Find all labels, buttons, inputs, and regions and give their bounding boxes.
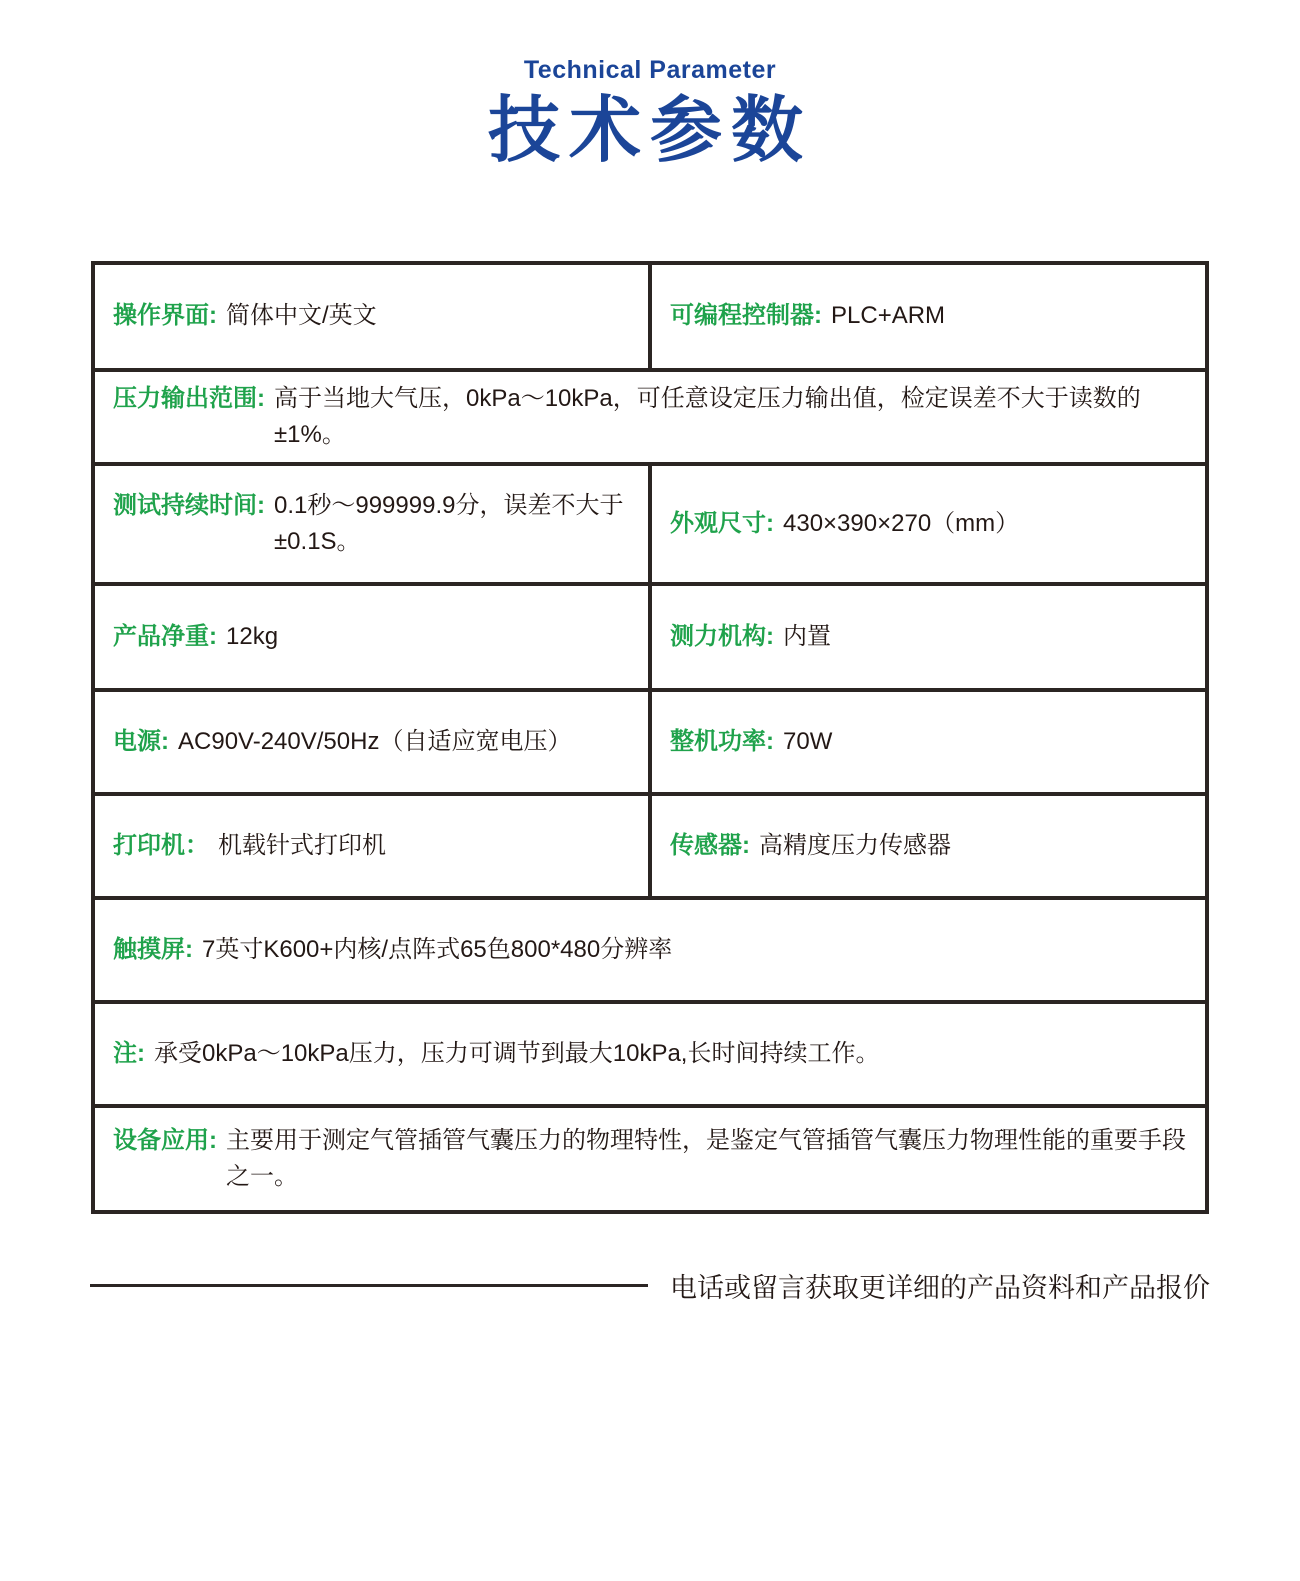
spec-cell-pressure-output-range — [95, 372, 1205, 462]
spec-label-pressure-output-range: 压力输出范围: — [113, 384, 265, 412]
spec-cell-content — [113, 1036, 1187, 1072]
spec-value-application: 主要用于测定气管插管气囊压力的物理特性，是鉴定气管插管气囊压力物理性能的重要手段之一。 — [226, 1126, 1186, 1190]
spec-value-pressure-output-range: 高于当地大气压，0kPa～10kPa，可任意设定压力输出值，检定误差不大于读数的±1%。 — [274, 384, 1141, 448]
spec-label-note: 注: — [113, 1039, 145, 1067]
spec-cell-content — [113, 381, 1187, 453]
spec-cell-application — [95, 1108, 1205, 1210]
spec-cell-touchscreen — [95, 900, 1205, 1000]
spec-cell-content — [670, 298, 1187, 334]
spec-label-application: 设备应用: — [113, 1126, 217, 1154]
spec-cell-content — [113, 619, 630, 655]
spec-value-operation-interface: 简体中文/英文 — [226, 302, 377, 330]
spec-label-operation-interface: 操作界面: — [113, 302, 217, 330]
spec-cell-operation-interface — [95, 265, 648, 368]
spec-cell-force-mechanism — [652, 586, 1205, 688]
spec-value-total-power: 70W — [783, 727, 833, 755]
spec-label-printer: 打印机： — [113, 831, 209, 859]
spec-cell-content — [670, 828, 1187, 864]
spec-cell-content — [670, 506, 1187, 542]
spec-label-force-mechanism: 测力机构: — [670, 622, 774, 650]
spec-cell-note — [95, 1004, 1205, 1104]
spec-value-programmable-controller: PLC+ARM — [831, 302, 946, 330]
spec-cell-content — [670, 724, 1187, 760]
spec-label-test-duration: 测试持续时间: — [113, 491, 265, 519]
spec-table — [91, 261, 1209, 1214]
footer-cta-text: 电话或留言获取更详细的产品资料和产品报价 — [670, 1272, 1210, 1303]
spec-cell-content — [670, 619, 1187, 655]
spec-value-power-supply: AC90V-240V/50Hz（自适应宽电压） — [178, 727, 572, 755]
spec-cell-content — [113, 828, 630, 864]
spec-cell-net-weight — [95, 586, 648, 688]
header-subtitle: Technical Parameter — [523, 56, 777, 84]
spec-label-sensor: 传感器: — [670, 831, 750, 859]
spec-cell-test-duration — [95, 466, 648, 582]
spec-value-note: 承受0kPa～10kPa压力，压力可调节到最大10kPa,长时间持续工作。 — [154, 1039, 880, 1067]
spec-cell-power-supply — [95, 692, 648, 792]
footer — [0, 1266, 1300, 1305]
spec-cell-programmable-controller — [652, 265, 1205, 368]
spec-label-dimensions: 外观尺寸: — [670, 509, 774, 537]
spec-cell-dimensions — [652, 466, 1205, 582]
spec-value-force-mechanism: 内置 — [783, 622, 831, 650]
spec-cell-printer — [95, 796, 648, 896]
spec-cell-content — [113, 932, 1187, 968]
spec-cell-content — [113, 488, 630, 560]
spec-value-touchscreen: 7英寸K600+内核/点阵式65色800*480分辨率 — [202, 935, 673, 963]
page-header — [0, 0, 1300, 173]
spec-cell-content — [113, 1123, 1187, 1195]
spec-value-net-weight: 12kg — [226, 622, 279, 650]
spec-cell-sensor — [652, 796, 1205, 896]
spec-label-touchscreen: 触摸屏: — [113, 935, 193, 963]
spec-value-sensor: 高精度压力传感器 — [759, 831, 951, 859]
spec-label-programmable-controller: 可编程控制器: — [670, 302, 822, 330]
spec-value-test-duration: 0.1秒～999999.9分，误差不大于±0.1S。 — [274, 491, 624, 555]
spec-cell-content — [113, 724, 630, 760]
spec-cell-total-power — [652, 692, 1205, 792]
spec-value-printer: 机载针式打印机 — [218, 831, 386, 859]
footer-divider-line — [90, 1284, 648, 1287]
spec-label-power-supply: 电源: — [113, 727, 169, 755]
page-title: 技术参数 — [487, 91, 812, 171]
spec-label-total-power: 整机功率: — [670, 727, 774, 755]
spec-value-dimensions: 430×390×270（mm） — [783, 509, 1020, 537]
spec-label-net-weight: 产品净重: — [113, 622, 217, 650]
spec-cell-content — [113, 298, 630, 334]
